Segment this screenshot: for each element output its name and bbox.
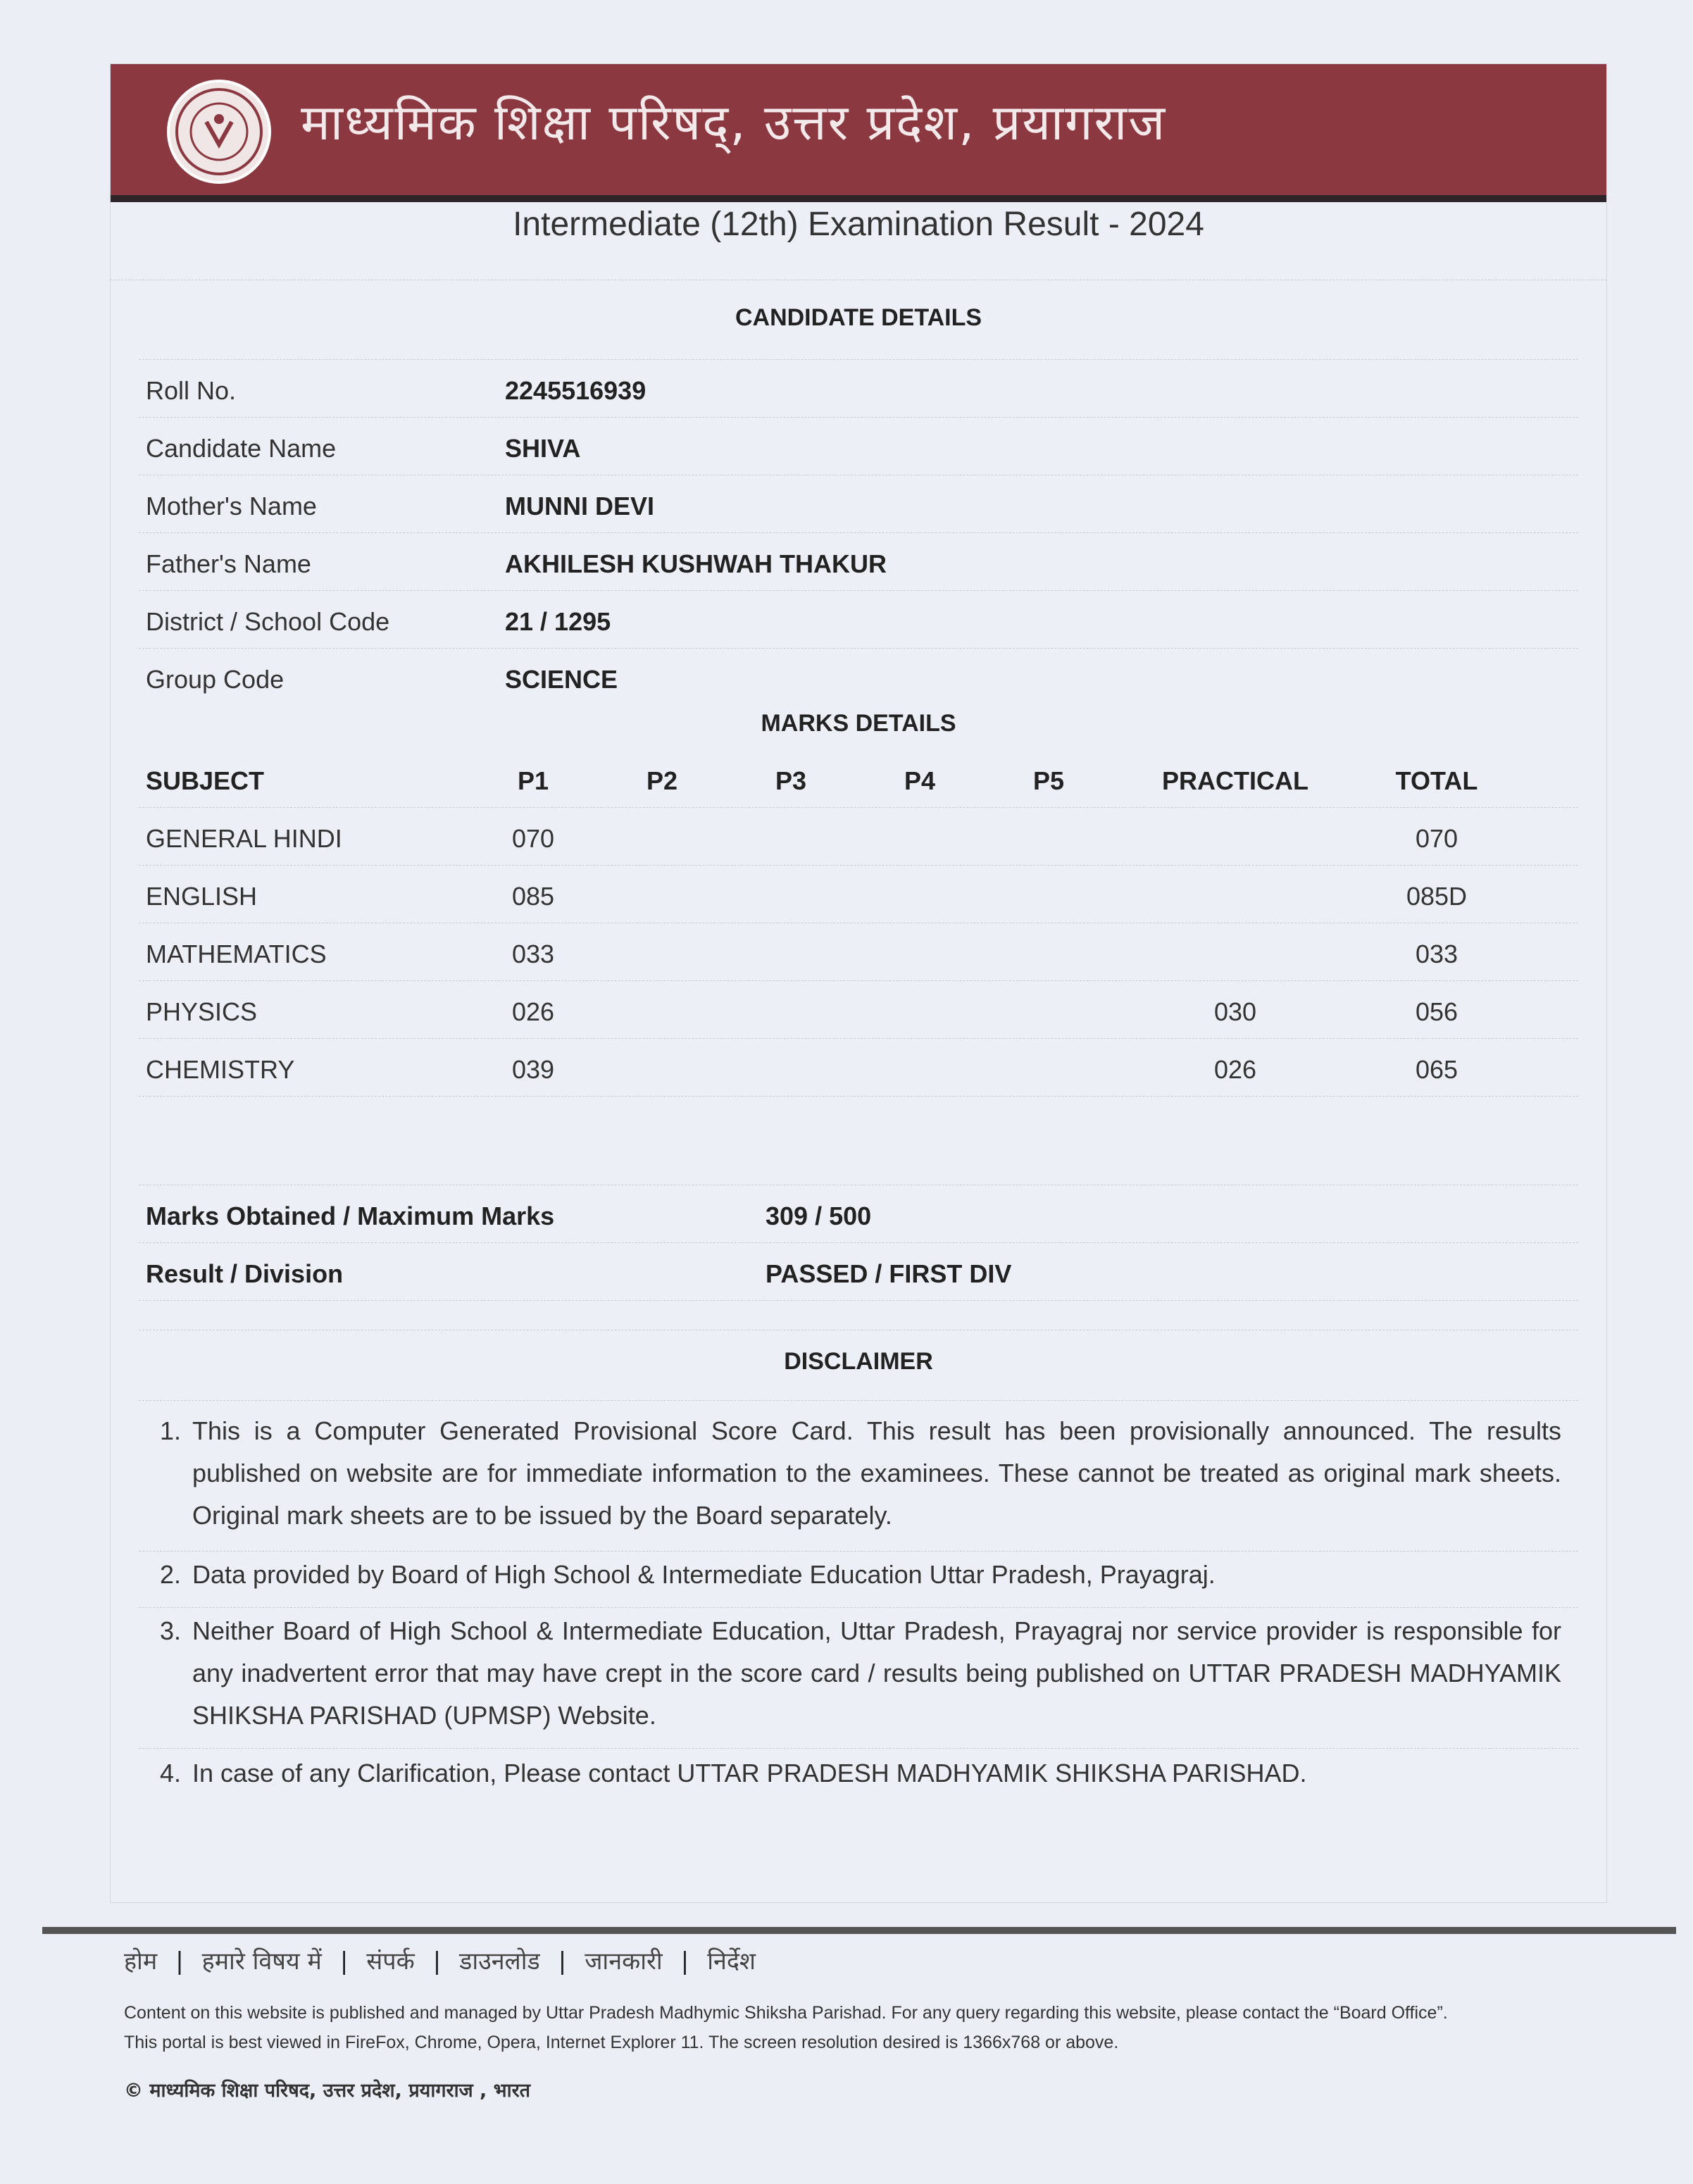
total-cell: 085D (1406, 882, 1468, 911)
candidate-row-father (139, 532, 1578, 591)
candidate-row-mother (139, 475, 1578, 533)
subject-cell: PHYSICS (146, 997, 258, 1026)
field-value: SHIVA (505, 434, 581, 463)
table-row (139, 1038, 1578, 1097)
field-value: 2245516939 (505, 376, 646, 405)
field-label: Roll No. (146, 376, 237, 405)
table-row (139, 923, 1578, 981)
disclaimer-text: In case of any Clarification, Please contact UTTAR PRADESH MADHYAMIK SHIKSHA PARISHAD. (192, 1759, 1307, 1787)
practical-cell: 026 (1213, 1055, 1257, 1084)
p1-cell: 085 (511, 882, 555, 911)
col-p3: P3 (775, 766, 807, 795)
nav-separator: | (680, 1947, 689, 1976)
total-cell: 056 (1415, 997, 1458, 1026)
disclaimer-item (139, 1410, 1578, 1552)
subject-cell: GENERAL HINDI (146, 824, 342, 853)
field-value: 21 / 1295 (505, 607, 611, 636)
field-label: Mother's Name (146, 492, 317, 520)
candidate-row-name (139, 417, 1578, 475)
nav-separator: | (339, 1947, 349, 1976)
marks-obtained-value: 309 / 500 (766, 1202, 872, 1230)
col-p2: P2 (646, 766, 678, 795)
disclaimer-number: 1. (160, 1416, 182, 1445)
result-division-value: PASSED / FIRST DIV (766, 1259, 1012, 1288)
footer-link-contact[interactable]: संपर्क (366, 1947, 415, 1976)
disclaimer-number: 3. (160, 1616, 182, 1645)
disclaimer-heading: DISCLAIMER (784, 1348, 933, 1375)
nav-separator: | (175, 1947, 184, 1976)
table-row (139, 807, 1578, 866)
col-p1: P1 (517, 766, 549, 795)
board-title: माध्यमिक शिक्षा परिषद्, उत्तर प्रदेश, प्रयागराज (301, 94, 1167, 151)
practical-cell: 030 (1213, 997, 1257, 1026)
candidate-row-district (139, 590, 1578, 649)
field-label: Father's Name (146, 549, 311, 578)
footer-content-note: Content on this website is published and managed by Uttar Pradesh Madhymic Shiksha Parishad. For any query regarding this website, please contact the “Board Office”. (124, 2003, 1448, 2023)
field-label: Group Code (146, 665, 285, 694)
col-subject: SUBJECT (146, 766, 265, 795)
total-cell: 070 (1415, 824, 1458, 853)
footer-link-download[interactable]: डाउनलोड (459, 1947, 540, 1976)
col-p5: P5 (1032, 766, 1065, 795)
total-cell: 033 (1415, 940, 1458, 968)
footer-divider (42, 1927, 1676, 1934)
subject-cell: ENGLISH (146, 882, 258, 911)
total-cell: 065 (1415, 1055, 1458, 1084)
result-card (110, 63, 1607, 1903)
p1-cell: 033 (511, 940, 555, 968)
footer-link-information[interactable]: जानकारी (585, 1947, 663, 1976)
marks-header-row (139, 749, 1578, 808)
result-content (111, 280, 1606, 1900)
disclaimer-item (139, 1610, 1578, 1749)
footer-browser-note: This portal is best viewed in FireFox, Chrome, Opera, Internet Explorer 11. The screen resolution desired is 1366x768 or above. (124, 2033, 1119, 2052)
summary-row-marks (139, 1185, 1578, 1243)
disclaimer-text: Neither Board of High School & Intermediate Education, Uttar Pradesh, Prayagraj nor service provider is responsible for any inadvertent error that may have crept in the score card / results being published on UTTAR PRADESH MADHYAMIK SHIKSHA PARISHAD (UPMSP) Website. (192, 1616, 1561, 1730)
disclaimer-number: 4. (160, 1759, 182, 1787)
field-label: District / School Code (146, 607, 390, 636)
disclaimer-text: Data provided by Board of High School & Intermediate Education Uttar Pradesh, Prayagraj. (192, 1560, 1216, 1589)
subject-cell: CHEMISTRY (146, 1055, 295, 1084)
table-row (139, 865, 1578, 923)
footer-link-about[interactable]: हमारे विषय में (201, 1947, 322, 1976)
disclaimer-item (139, 1752, 1578, 1806)
candidate-row-group (139, 648, 1578, 706)
nav-separator: | (558, 1947, 567, 1976)
candidate-row-roll (139, 359, 1578, 418)
footer-copyright: © माध्यमिक शिक्षा परिषद, उत्तर प्रदेश, प्रयागराज , भारत (124, 2080, 531, 2102)
p1-cell: 070 (511, 824, 555, 853)
header-banner (111, 64, 1606, 202)
result-division-label: Result / Division (146, 1259, 344, 1288)
candidate-details-heading: CANDIDATE DETAILS (735, 304, 982, 331)
marks-obtained-label: Marks Obtained / Maximum Marks (146, 1202, 555, 1230)
field-value: AKHILESH KUSHWAH THAKUR (505, 549, 887, 578)
disclaimer-number: 2. (160, 1560, 182, 1589)
footer-link-instructions[interactable]: निर्देश (707, 1947, 756, 1976)
upmsp-seal-icon (167, 80, 271, 184)
field-value: MUNNI DEVI (505, 492, 655, 520)
nav-separator: | (432, 1947, 442, 1976)
subject-cell: MATHEMATICS (146, 940, 327, 968)
field-value: SCIENCE (505, 665, 618, 694)
marks-details-heading: MARKS DETAILS (761, 710, 956, 737)
footer-nav (124, 1944, 756, 1976)
col-practical: PRACTICAL (1162, 766, 1308, 795)
p1-cell: 039 (511, 1055, 555, 1084)
col-total: TOTAL (1395, 766, 1478, 795)
page-title: Intermediate (12th) Examination Result - 2024 (513, 206, 1204, 243)
field-label: Candidate Name (146, 434, 337, 463)
footer-link-home[interactable]: होम (124, 1947, 158, 1976)
disclaimer-text: This is a Computer Generated Provisional Score Card. This result has been provisionally announced. The results published on website are for immediate information to the examinees. These cannot be treated as original mark sheets. Original mark sheets are to be issued by the Board separately. (192, 1416, 1561, 1530)
summary-row-result (139, 1242, 1578, 1301)
col-p4: P4 (904, 766, 936, 795)
p1-cell: 026 (511, 997, 555, 1026)
table-row (139, 980, 1578, 1039)
disclaimer-item (139, 1554, 1578, 1608)
